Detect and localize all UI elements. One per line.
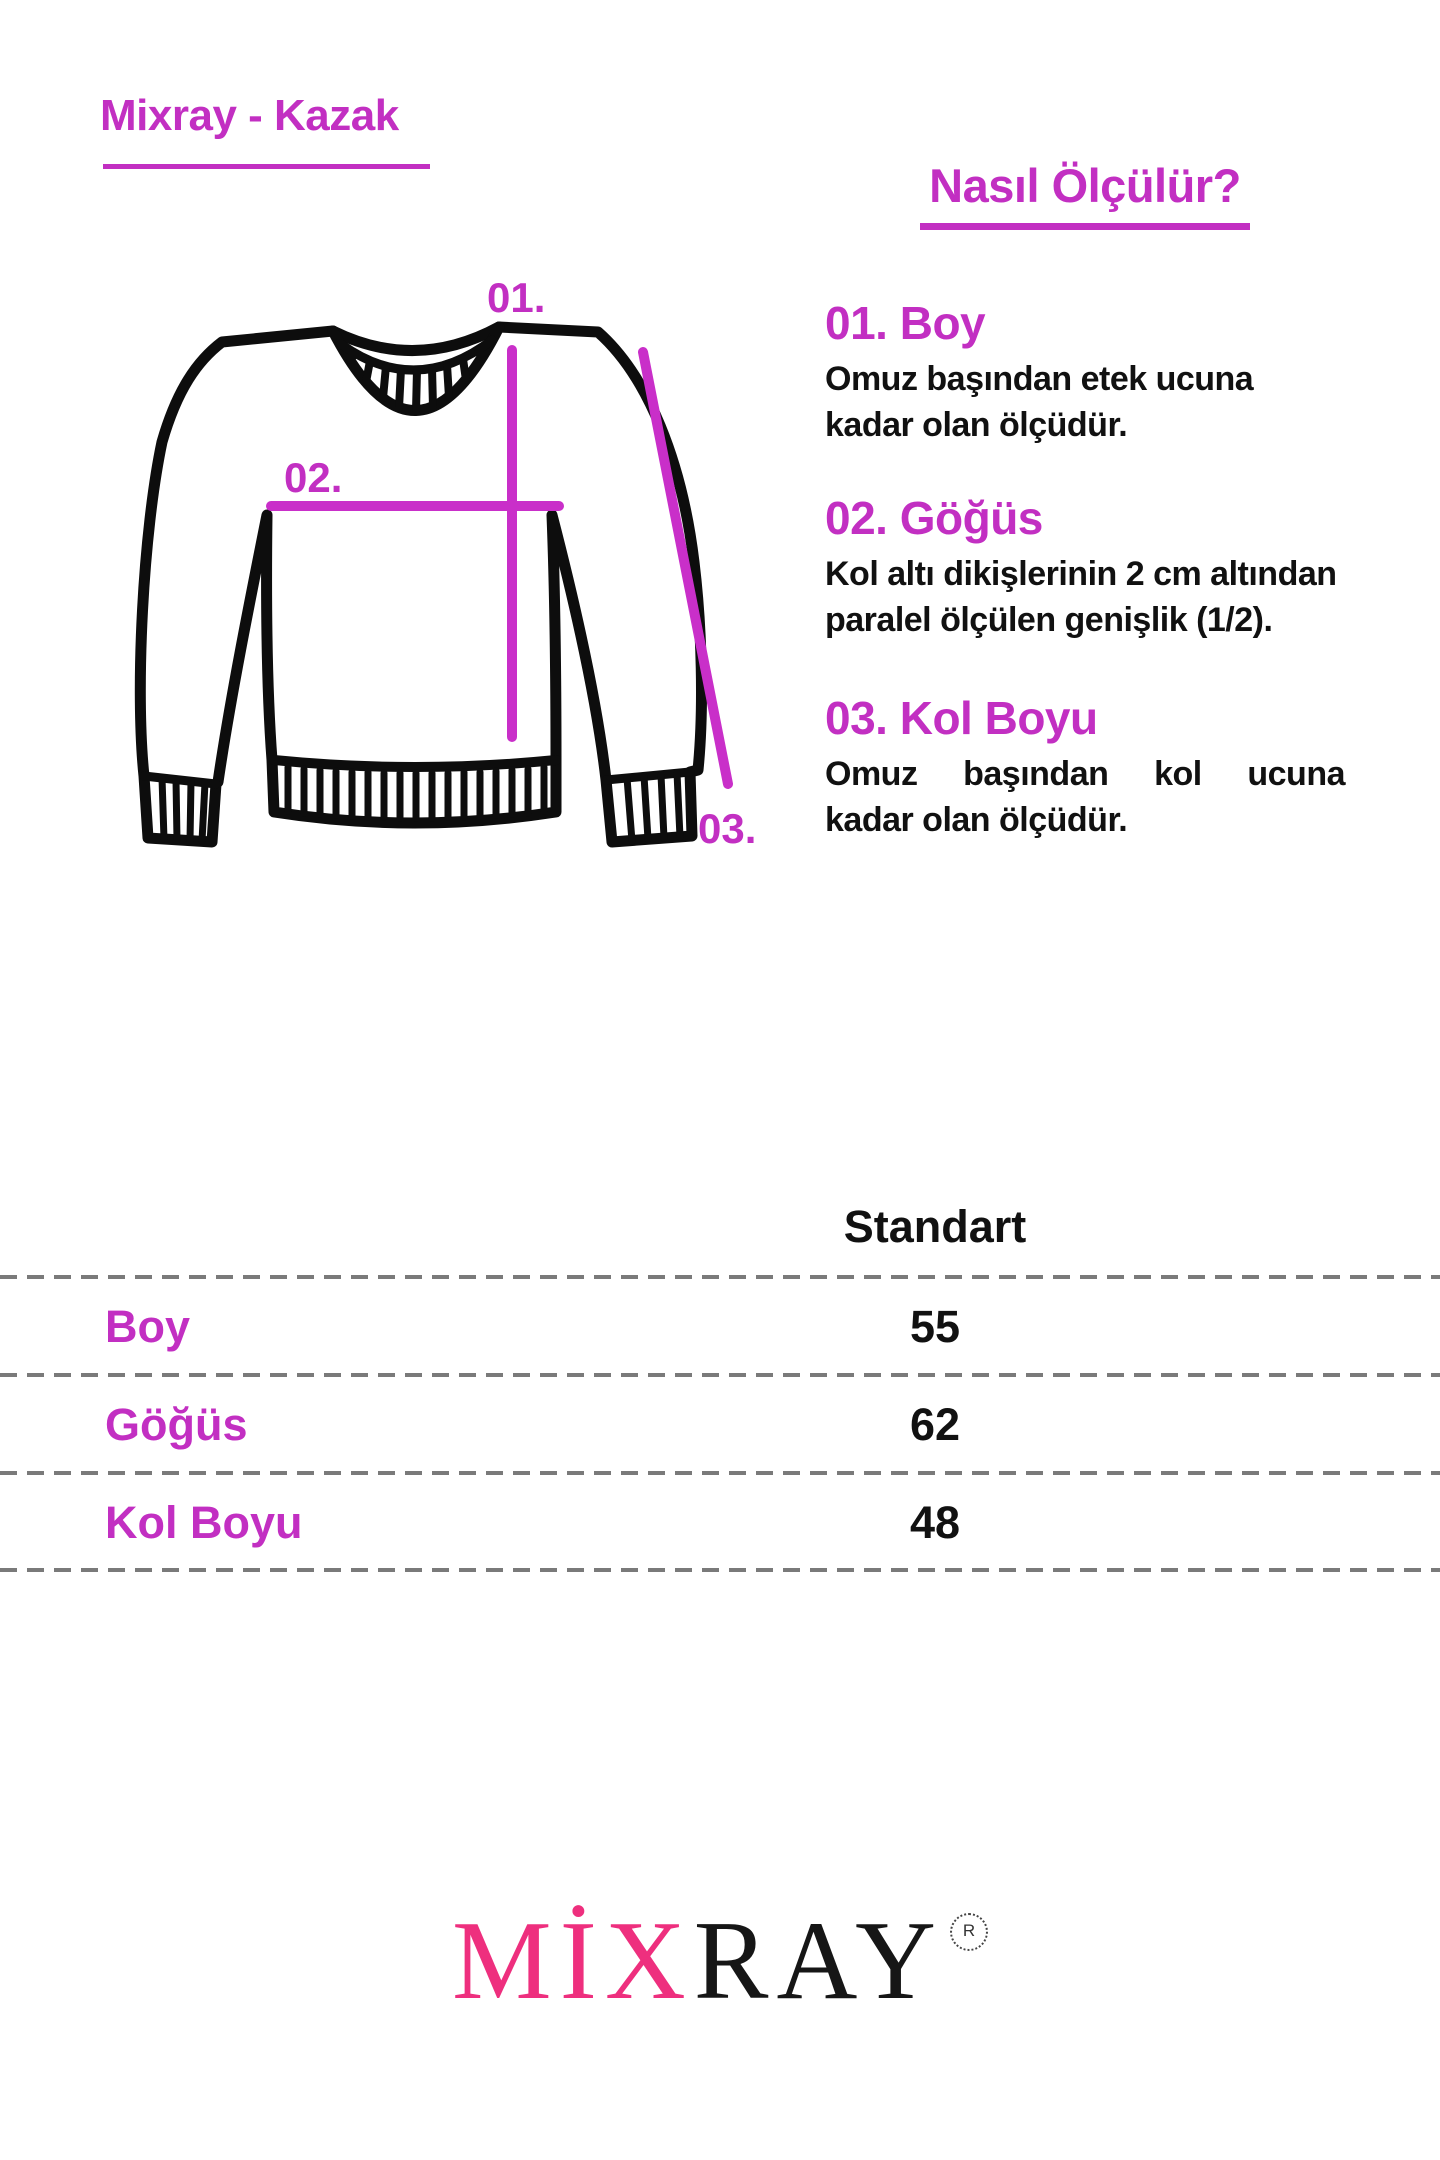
row-label: Kol Boyu <box>105 1497 303 1548</box>
table-divider <box>0 1568 1440 1572</box>
page-title: Mixray - Kazak <box>100 91 399 140</box>
section-body-line: Omuz başından kol ucuna <box>825 755 1345 793</box>
measurement-label-03: 03. <box>698 805 757 852</box>
page-title-underline <box>103 164 430 169</box>
section-body-line: paralel ölçülen genişlik (1/2). <box>825 601 1273 639</box>
section-body-line: Kol altı dikişlerinin 2 cm altından <box>825 555 1337 593</box>
howto-header <box>825 157 1345 230</box>
section-boy <box>825 296 1345 448</box>
table-divider <box>0 1471 1440 1475</box>
section-body-line: kadar olan ölçüdür. <box>825 406 1128 444</box>
table-divider <box>0 1275 1440 1279</box>
row-label: Boy <box>105 1301 191 1352</box>
row-value: 55 <box>909 1301 961 1352</box>
section-body-line: Omuz başından etek ucuna <box>825 360 1254 398</box>
section-title: 01. Boy <box>825 297 986 349</box>
logo-ray: RAY <box>693 1899 944 2023</box>
row-value: 62 <box>909 1399 961 1450</box>
table-header-standart: Standart <box>843 1201 1027 1252</box>
row-value: 48 <box>909 1497 961 1548</box>
section-kol-boyu <box>825 691 1345 843</box>
section-title: 03. Kol Boyu <box>825 692 1098 744</box>
section-body-line: kadar olan ölçüdür. <box>825 801 1128 839</box>
measurement-label-02: 02. <box>284 454 343 501</box>
logo-mix: MİX <box>452 1899 694 2023</box>
measurement-label-01: 01. <box>487 274 546 321</box>
brand-logo <box>0 1896 1440 2026</box>
howto-heading: Nasıl Ölçülür? <box>929 159 1241 212</box>
sweater-diagram <box>100 200 760 900</box>
howto-heading-underline <box>920 223 1250 230</box>
row-label: Göğüs <box>105 1399 248 1450</box>
table-divider <box>0 1373 1440 1377</box>
section-gogus <box>825 491 1345 643</box>
registered-trademark-icon: R <box>950 1913 988 1951</box>
section-title: 02. Göğüs <box>825 492 1043 544</box>
